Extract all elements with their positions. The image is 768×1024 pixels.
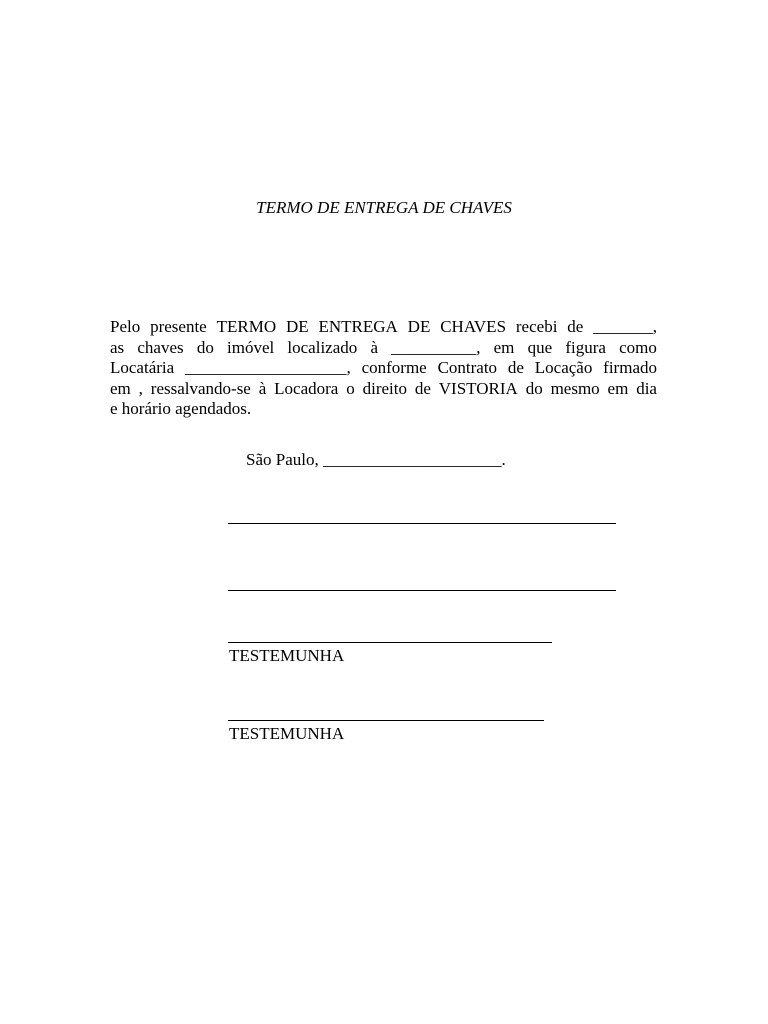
word: Contrato [437,358,498,377]
word: _______, [593,317,657,336]
word: à [370,337,378,357]
word: DE [285,317,309,336]
signature-line-witness-2 [228,720,544,721]
body-line-3 [110,358,657,379]
body-paragraph [110,317,657,420]
word: em [493,337,515,357]
word: à [258,378,267,398]
word: DE [407,317,431,336]
body-line-1 [110,317,657,338]
word: CHAVES [440,317,507,336]
word: Locatária [110,358,175,377]
word: de [567,317,584,336]
word: __________, [391,337,481,357]
word: figura [565,337,606,357]
word: conforme [361,358,427,377]
word: direito [362,378,407,398]
word: em [607,378,629,398]
signature-line-locadora [228,523,616,524]
document-title: TERMO DE ENTREGA DE CHAVES [256,198,512,217]
signature-line-locataria [228,590,616,591]
word: ___________________, [185,358,351,377]
word: como [619,337,657,357]
word: firmado [603,358,657,377]
word: de [507,358,524,377]
place-date-line: São Paulo, _____________________. [246,450,506,469]
word: presente [150,317,207,336]
word: localizado [287,337,358,357]
word: de [414,378,431,398]
word: chaves [137,337,184,357]
witness-label-1: TESTEMUNHA [229,646,345,665]
word: do [525,378,543,398]
word: o [346,378,355,398]
word: Pelo [110,317,141,336]
word: em [110,378,131,398]
word: mesmo [550,378,600,398]
word: TERMO [216,317,277,336]
word: ressalvando-se [150,378,251,398]
word: recebi [515,317,558,336]
word: que [527,337,553,357]
word: ENTREGA [318,317,398,336]
word: Locadora [274,378,339,398]
word: dia [636,378,657,398]
body-line-4 [110,379,657,400]
word: imóvel [227,337,275,357]
word: , [138,378,143,398]
word: VISTORIA [438,378,518,398]
signature-line-witness-1 [228,642,552,643]
word: Locação [534,358,593,377]
body-line-5: e horário agendados. [110,399,252,418]
word: as [110,337,125,357]
body-line-2 [110,338,657,359]
witness-label-2: TESTEMUNHA [229,724,345,743]
word: do [196,337,214,357]
